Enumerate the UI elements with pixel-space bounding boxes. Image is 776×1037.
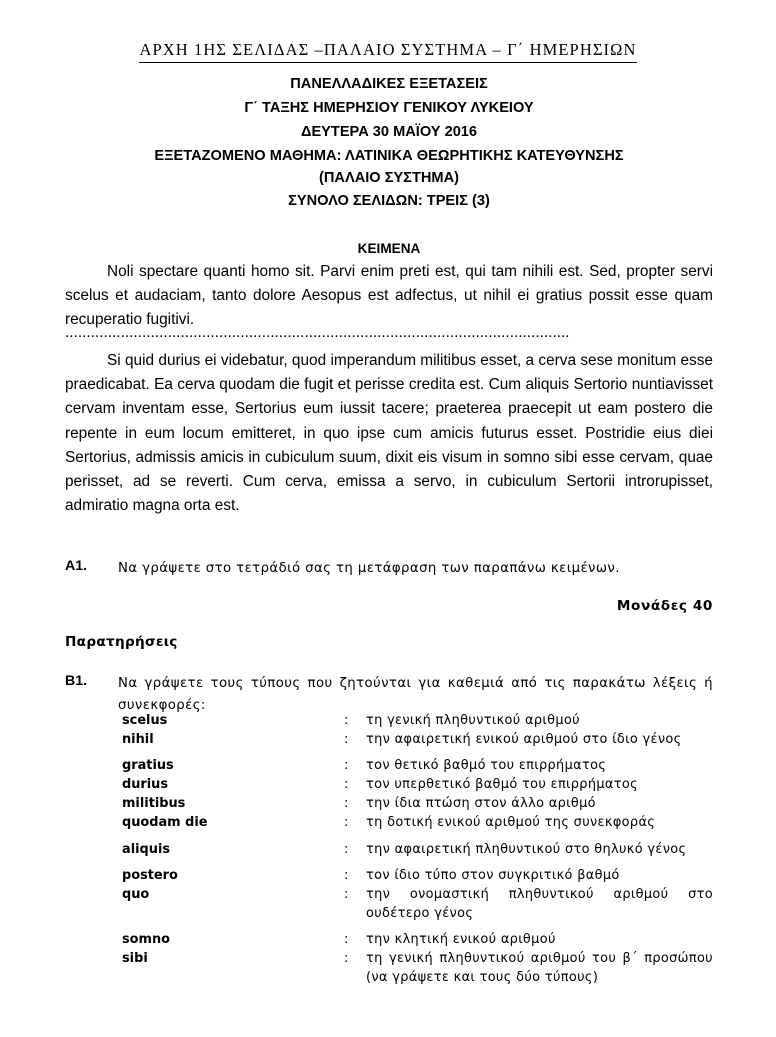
word-list-term: scelus	[122, 713, 168, 728]
word-list-term: nihil	[122, 732, 154, 748]
word-list-row	[122, 949, 713, 987]
running-head	[0, 40, 776, 63]
question-a1-text: Να γράψετε στο τετράδιό σας τη μετάφραση των παραπάνω κειμένων.	[118, 561, 620, 576]
word-list-description: τον ίδιο τύπο στον συγκριτικό βαθμό	[366, 867, 620, 883]
word-list-row	[122, 794, 713, 813]
question-b1	[65, 673, 713, 716]
word-list-term: durius	[122, 777, 169, 793]
question-b1-text: Να γράψετε τους τύπους που ζητούνται για καθεμιά από τις παρακάτω λέξεις ή συνεκφορές:	[118, 676, 713, 713]
latin-paragraph-2	[65, 349, 713, 518]
word-list-term: quo	[122, 886, 150, 902]
word-list-term: somno	[122, 931, 170, 947]
word-list-description: την αφαιρετική ενικού αριθμού στο ίδιο γένος	[366, 732, 682, 748]
header-line-date: ΔΕΥΤΕΡΑ 30 ΜΑΪΟΥ 2016	[300, 124, 478, 140]
question-a1-label: Α1.	[65, 558, 88, 574]
latin-paragraph-1	[65, 260, 713, 333]
latin-paragraph-2-text: Si quid durius ei videbatur, quod imperandum militibus esset, a cerva sese monitum esse praedicabat. Ea cerva quodam die fugit et perisse credita est. Cum aliquis Sertorio nuntiavisset cervam inventam esse, Sertorius eum iussit tacere; praeterea praecepit ut eam postero die repente in eum locum emitteret, in quo ipse cum amicis futurus esset. Postridie eius diei Sertorius, admissis amicis in cubiculum suum, dixit eis visum in somno sibi esse cervam, quae perisset, ad se reverti. Cum cerva, emissa a servo, in cubiculum Sertorii introrupisset, admiratio magna orta est.	[65, 352, 713, 515]
word-list-description: τη γενική πληθυντικού αριθμού του β΄ προσώπου (να γράψετε και τους δύο τύπους)	[366, 951, 713, 986]
word-list-body	[122, 711, 713, 987]
question-a1-units: Μονάδες 40	[616, 598, 713, 614]
word-list-row	[122, 730, 713, 749]
word-list-description: την κλητική ενικού αριθμού	[366, 931, 556, 947]
word-list-term: gratius	[122, 758, 174, 774]
word-list-row	[122, 923, 713, 949]
header-line-subject: ΕΞΕΤΑΖΟΜΕΝΟ ΜΑΘΗΜΑ: ΛΑΤΙΝΙΚΑ ΘΕΩΡΗΤΙΚΗΣ ΚΑΤΕΥΘΥΝΣΗΣ	[154, 148, 624, 164]
word-list-description: την αφαιρετική πληθυντικού στο θηλυκό γένος	[366, 841, 687, 857]
word-list-term: militibus	[122, 796, 186, 812]
texts-section-title: ΚΕΙΜΕΝΑ	[357, 241, 421, 256]
header-line-system: (ΠΑΛΑΙΟ ΣΥΣΤΗΜΑ)	[319, 170, 459, 186]
word-list-row	[122, 813, 713, 832]
word-list-row	[122, 833, 713, 859]
word-list-colon: :	[344, 796, 349, 812]
word-list-description: τη δοτική ενικού αριθμού της συνεκφοράς	[366, 815, 656, 831]
word-list-term: postero	[122, 867, 178, 883]
observations-title: Παρατηρήσεις	[65, 634, 178, 650]
word-list-row	[122, 859, 713, 885]
word-list-table	[122, 711, 713, 987]
word-list-row	[122, 885, 713, 923]
text-separator-dotted-line: ......................................................................................................................	[65, 327, 570, 341]
running-head-text: ΑΡΧΗ 1ΗΣ ΣΕΛΙΔΑΣ –ΠΑΛΑΙΟ ΣΥΣΤΗΜΑ – Γ΄ ΗΜΕΡΗΣΙΩΝ	[139, 40, 636, 63]
word-list-colon: :	[344, 713, 349, 728]
word-list-description: την ίδια πτώση στον άλλο αριθμό	[366, 796, 596, 812]
word-list-colon: :	[344, 758, 349, 774]
word-list-row	[122, 711, 713, 730]
word-list-description: τη γενική πληθυντικού αριθμού	[366, 713, 580, 728]
word-list-colon: :	[344, 732, 349, 748]
latin-paragraph-1-text: Noli spectare quanti homo sit. Parvi enim preti est, qui tam nihili est. Sed, propter servi scelus et audaciam, tanto dolore Aesopus est adfectus, ut nihil ei gratius possit esse quam recuperatio fugitivi.	[65, 263, 713, 329]
word-list-row	[122, 749, 713, 775]
word-list-row	[122, 775, 713, 794]
word-list-description: τον θετικό βαθμό του επιρρήματος	[366, 758, 607, 774]
word-list-description: την ονομαστική πληθυντικού αριθμού στο ουδέτερο γένος	[366, 886, 713, 921]
question-a1	[65, 558, 713, 580]
question-b1-label: Β1.	[65, 673, 88, 689]
header-line-grade: Γ΄ ΤΑΞΗΣ ΗΜΕΡΗΣΙΟΥ ΓΕΝΙΚΟΥ ΛΥΚΕΙΟΥ	[244, 100, 534, 116]
word-list-description: τον υπερθετικό βαθμό του επιρρήματος	[366, 777, 639, 793]
word-list-term: aliquis	[122, 841, 171, 857]
word-list-colon: :	[344, 931, 349, 947]
word-list-colon: :	[344, 951, 349, 967]
header-line-exam-name: ΠΑΝΕΛΛΑΔΙΚΕΣ ΕΞΕΤΑΣΕΙΣ	[290, 76, 488, 92]
word-list-colon: :	[344, 841, 349, 857]
exam-header-block	[65, 72, 713, 213]
word-list-term: sibi	[122, 951, 148, 967]
word-list-term: quodam die	[122, 815, 208, 831]
header-line-page-count: ΣΥΝΟΛΟ ΣΕΛΙΔΩΝ: ΤΡΕΙΣ (3)	[288, 193, 490, 209]
word-list-colon: :	[344, 815, 349, 831]
word-list-colon: :	[344, 886, 349, 902]
word-list-colon: :	[344, 867, 349, 883]
word-list-colon: :	[344, 777, 349, 793]
